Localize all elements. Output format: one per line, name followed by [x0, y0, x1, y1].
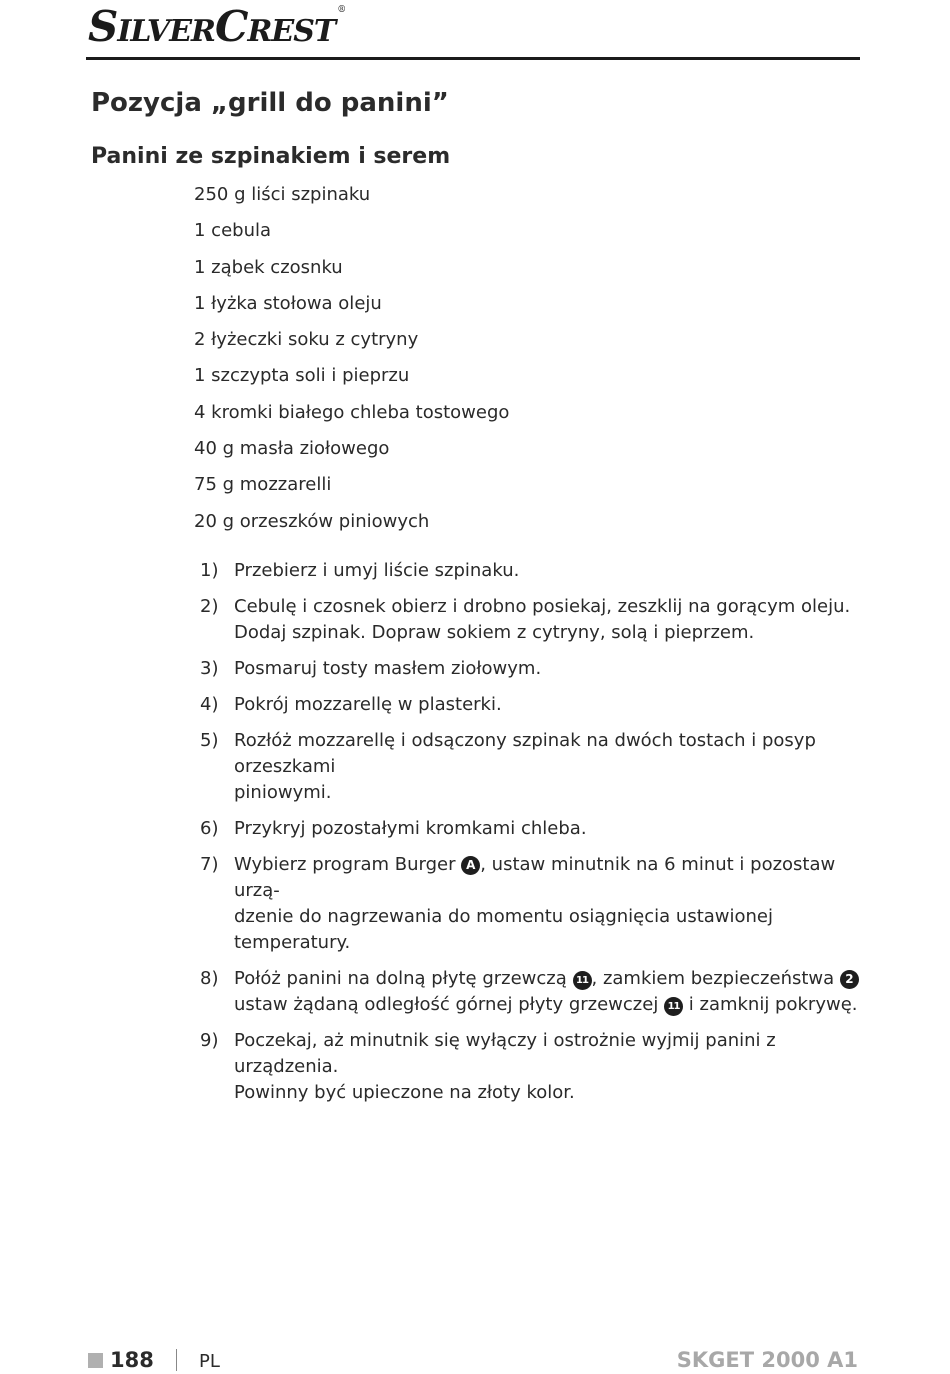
ingredient-item: 1 szczypta soli i pieprzu [194, 365, 410, 387]
instruction-step [194, 656, 864, 682]
instruction-step [194, 1028, 864, 1106]
recipe-title: Panini ze szpinakiem i serem [91, 144, 451, 169]
footer-square-icon [88, 1353, 103, 1368]
step-number: 9) [200, 1030, 219, 1051]
instruction-list [194, 558, 864, 1116]
model-number: SKGET 2000 A1 [676, 1348, 858, 1372]
ingredient-item: 40 g masła ziołowego [194, 438, 390, 460]
step-text: Pokrój mozzarellę w plasterki. [234, 694, 502, 715]
brand-logo: SILVERCREST® [88, 2, 346, 51]
ingredient-item: 1 łyżka stołowa oleju [194, 292, 382, 314]
header-rule [86, 57, 860, 60]
step-text: Połóż panini na dolną płytę grzewczą 11 , zamkiem bezpieczeństwa 2 ustaw żądaną odległość górnej płyty grzewczej 11 i zamknij pokrywę. [234, 968, 858, 1015]
step-number: 2) [200, 596, 219, 617]
ingredient-list [194, 184, 509, 547]
instruction-step [194, 558, 864, 584]
step-number: 5) [200, 730, 219, 751]
footer-divider [176, 1349, 177, 1371]
instruction-step [194, 966, 864, 1018]
instruction-step [194, 816, 864, 842]
step-number: 3) [200, 658, 219, 679]
callout-badge-icon: 11 [664, 997, 683, 1016]
page-number: 188 [110, 1348, 154, 1372]
callout-badge-icon: A [461, 856, 480, 875]
instruction-step [194, 852, 864, 956]
ingredient-item: 4 kromki białego chleba tostowego [194, 401, 510, 423]
step-number: 7) [200, 854, 219, 875]
ingredient-item: 2 łyżeczki soku z cytryny [194, 329, 419, 351]
step-text: Przykryj pozostałymi kromkami chleba. [234, 818, 587, 839]
step-text: Poczekaj, aż minutnik się wyłączy i ostrożnie wyjmij panini z urządzenia. Powinny być upieczone na złoty kolor. [234, 1030, 776, 1103]
callout-badge-icon: 2 [840, 970, 859, 989]
step-number: 1) [200, 560, 219, 581]
step-text: Przebierz i umyj liście szpinaku. [234, 560, 520, 581]
step-text: Wybierz program Burger A , ustaw minutnik na 6 minut i pozostaw urzą- dzenie do nagrzewania do momentu osiągnięcia ustawionej temperatury. [234, 854, 836, 953]
ingredient-item: 250 g liści szpinaku [194, 184, 371, 205]
ingredient-item: 1 ząbek czosnku [194, 256, 343, 278]
step-number: 4) [200, 694, 219, 715]
step-text: Cebulę i czosnek obierz i drobno posiekaj, zeszklij na gorącym oleju. Dodaj szpinak. Dopraw sokiem z cytryny, solą i pieprzem. [234, 596, 851, 643]
instruction-step [194, 692, 864, 718]
ingredient-item: 75 g mozzarelli [194, 474, 332, 496]
step-text: Rozłóż mozzarellę i odsączony szpinak na dwóch tostach i posyp orzeszkami piniowymi. [234, 730, 816, 803]
step-number: 8) [200, 968, 219, 989]
ingredient-item: 20 g orzeszków piniowych [194, 510, 430, 532]
section-heading: Pozycja „grill do panini” [91, 88, 449, 118]
ingredient-item: 1 cebula [194, 220, 272, 242]
instruction-step [194, 594, 864, 646]
callout-badge-icon: 11 [573, 971, 592, 990]
step-text: Posmaruj tosty masłem ziołowym. [234, 658, 542, 679]
step-number: 6) [200, 818, 219, 839]
language-code: PL [199, 1351, 220, 1372]
instruction-step [194, 728, 864, 806]
